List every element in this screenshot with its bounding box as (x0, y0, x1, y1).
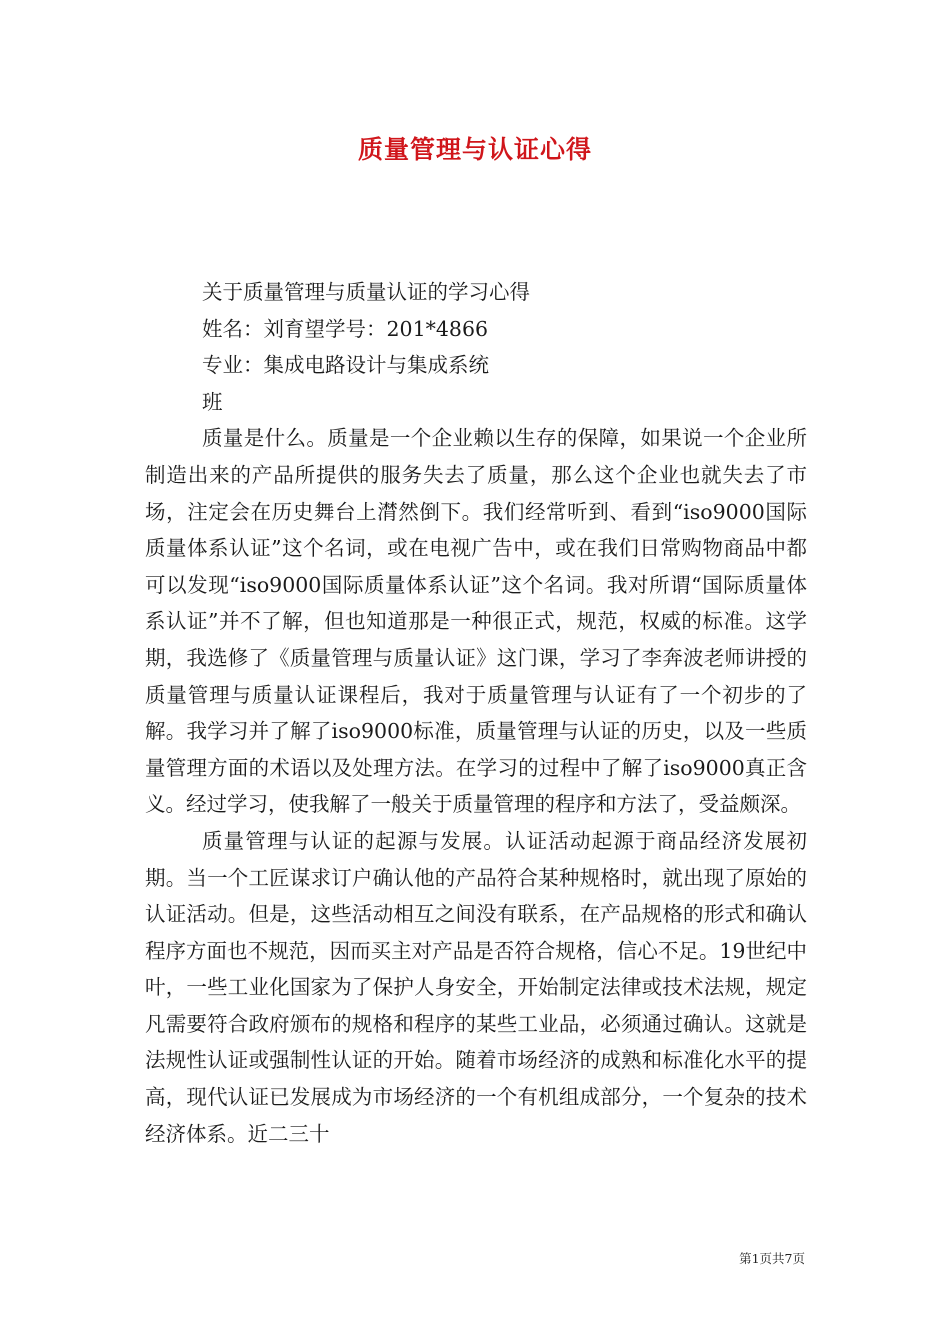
document-body (145, 274, 807, 1152)
name-id-line: 姓名：刘育望学号：201*4866 (202, 316, 489, 341)
class-line: 班 (202, 389, 223, 414)
major-line: 专业：集成电路设计与集成系统 (202, 353, 489, 378)
subtitle-line: 关于质量管理与质量认证的学习心得 (202, 280, 530, 304)
document-title: 质量管理与认证心得 (357, 135, 592, 164)
page-number-footer: 第1页共7页 (739, 1251, 805, 1266)
paragraph-what-is-quality: 质量是什么。质量是一个企业赖以生存的保障，如果说一个企业所制造出来的产品所提供的服务失去了质量，那么这个企业也就失去了市场，注定会在历史舞台上潸然倒下。我们经常听到、看到“iso9000国际质量体系认证”这个名词，或在电视广告中，或在我们日常购物商品中都可以发现“iso9000国际质量体系认证”这个名词。我对所谓“国际质量体系认证”并不了解，但也知道那是一种很正式，规范，权威的标准。这学期，我选修了《质量管理与质量认证》这门课，学习了李奔波老师讲授的质量管理与质量认证课程后，我对于质量管理与认证有了一个初步的了解。我学习并了解了iso9000标准，质量管理与认证的历史，以及一些质量管理方面的术语以及处理方法。在学习的过程中了解了iso9000真正含义。经过学习，使我解了一般关于质量管理的程序和方法了，受益颇深。 (145, 426, 807, 817)
paragraph-origin-development: 质量管理与认证的起源与发展。认证活动起源于商品经济发展初期。当一个工匠谋求订户确认他的产品符合某种规格时，就出现了原始的认证活动。但是，这些活动相互之间没有联系，在产品规格的形式和确认程序方面也不规范，因而买主对产品是否符合规格，信心不足。19世纪中叶，一些工业化国家为了保护人身安全，开始制定法律或技术法规，规定凡需要符合政府颁布的规格和程序的某些工业品，必须通过确认。这就是法规性认证或强制性认证的开始。随着市场经济的成熟和标准化水平的提高，现代认证已发展成为市场经济的一个有机组成部分，一个复杂的技术经济体系。近二三十 (145, 828, 807, 1146)
